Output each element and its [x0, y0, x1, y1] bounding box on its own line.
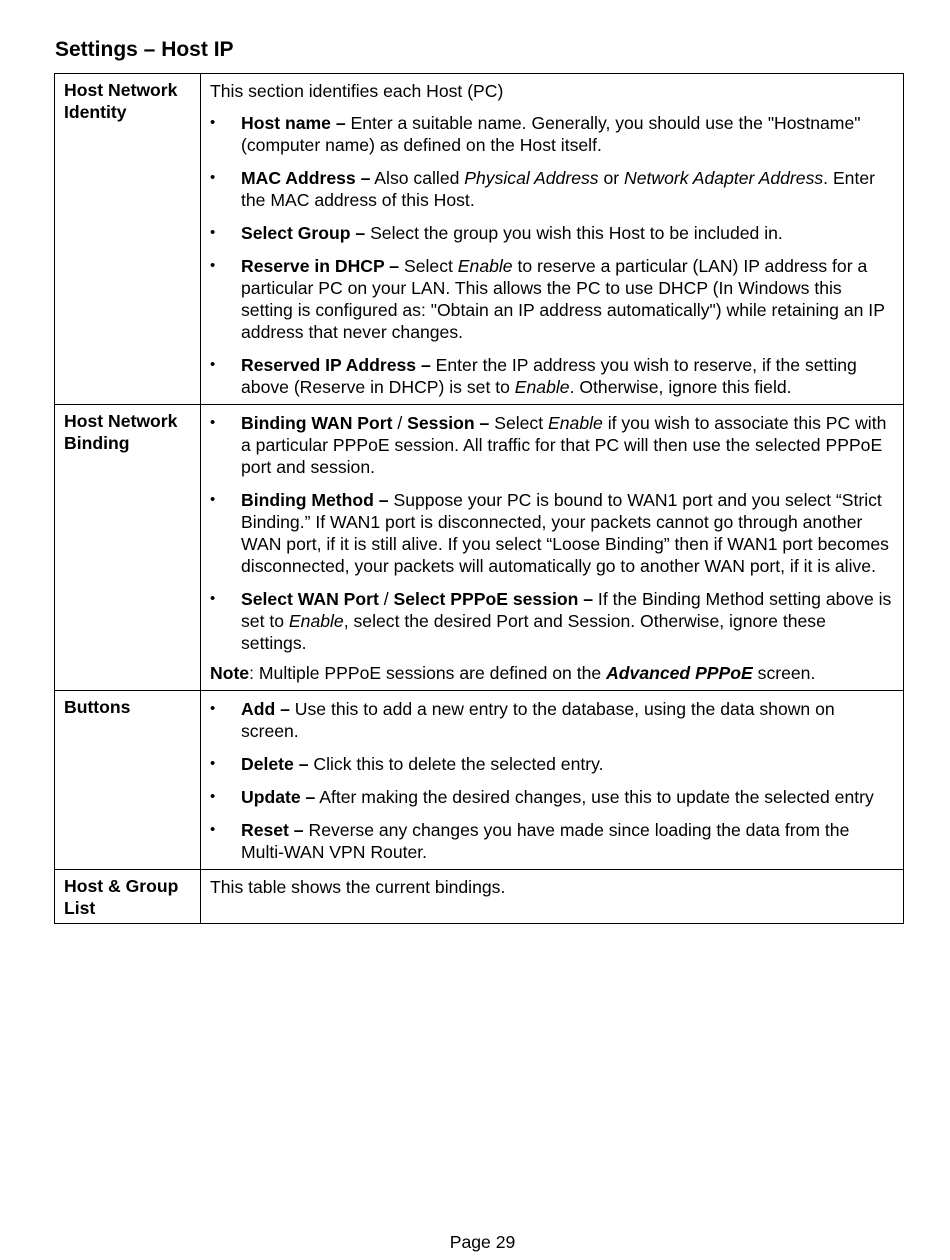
italic-term: Enable [457, 256, 513, 276]
list-item-host-name [210, 112, 894, 156]
note-label: Note [210, 663, 250, 683]
list-item-select-group [210, 222, 894, 244]
field-description: . Enter the MAC address of this Host. [241, 168, 875, 210]
field-description: Suppose your PC is bound to WAN1 port and you select “Strict Binding.” If WAN1 port is disconnected, your packets cannot go through another WAN port, if it is still alive. If you select “Loose Binding” then if WAN1 port becomes disconnected, your packets will automatically go to another WAN port, if it is alive. [241, 490, 889, 576]
row-label-buttons: Buttons [55, 691, 201, 870]
field-term: Session [407, 413, 475, 433]
list-item-update [210, 786, 894, 808]
section-text: This table shows the current bindings. [210, 877, 506, 897]
italic-term: Enable [288, 611, 344, 631]
row-label-host-network-binding: Host Network Binding [55, 405, 201, 691]
bullet-icon: • [210, 590, 216, 607]
table-row-host-network-binding [55, 405, 904, 691]
page-number: Page 29 [449, 1232, 516, 1252]
field-description: or [598, 168, 624, 188]
field-description: Enter a suitable name. Generally, you should use the "Hostname" (computer name) as defined on the Host itself. [241, 113, 861, 155]
list-item-binding-wan-port-session [210, 412, 894, 478]
bullet-icon: • [210, 755, 216, 772]
list-item-mac-address [210, 167, 894, 211]
dash-text: – [373, 490, 389, 510]
italic-term: Physical Address [464, 168, 599, 188]
field-term: Delete [241, 754, 294, 774]
field-term: Update [241, 787, 301, 807]
list-item-reset [210, 819, 894, 863]
dash-text: – [416, 355, 431, 375]
field-description: Click this to delete the selected entry. [308, 754, 604, 774]
list-item-delete [210, 753, 894, 775]
field-term: Reserved IP Address [241, 355, 417, 375]
row-label-host-group-list: Host & Group List [55, 870, 201, 924]
field-term: Reset [241, 820, 289, 840]
dash-text: – [293, 754, 309, 774]
field-term: Reserve in DHCP [241, 256, 385, 276]
field-description: Use this to add a new entry to the database, using the data shown on screen. [241, 699, 835, 741]
row-description-host-network-binding [201, 405, 904, 691]
field-term: Binding WAN Port [241, 413, 393, 433]
field-description: Reverse any changes you have made since loading the data from the Multi-WAN VPN Router. [241, 820, 850, 862]
table-row-host-group-list [55, 870, 904, 924]
bullet-icon: • [210, 356, 216, 373]
field-term: Host name [241, 113, 331, 133]
field-description: Select [399, 256, 458, 276]
field-term: Binding Method [241, 490, 374, 510]
row-description-host-group-list [201, 870, 904, 924]
dash-text: – [288, 820, 304, 840]
dash-text: – [330, 113, 346, 133]
bullet-icon: • [210, 788, 216, 805]
dash-text: – [474, 413, 490, 433]
dash-text: – [350, 223, 366, 243]
table-row-host-network-identity [55, 74, 904, 405]
section-intro: This section identifies each Host (PC) [210, 81, 504, 101]
separator-text: / [392, 413, 408, 433]
field-description: . Otherwise, ignore this field. [569, 377, 792, 397]
italic-term: Network Adapter Address [624, 168, 824, 188]
list-item-select-wan-port-pppoe-session [210, 588, 894, 654]
note-text: : Multiple PPPoE sessions are defined on the [249, 663, 607, 683]
field-description: if you wish to associate this PC with a particular PPPoE session. All traffic for that PC will then use the selected PPPoE port and session. [241, 413, 887, 477]
list-item-binding-method [210, 489, 894, 577]
bullet-list [210, 698, 894, 863]
bullet-list [210, 112, 894, 398]
list-item-reserve-in-dhcp [210, 255, 894, 343]
field-term: Select PPPoE session [393, 589, 579, 609]
field-term: Select WAN Port [241, 589, 379, 609]
row-label-host-network-identity: Host Network Identity [55, 74, 201, 405]
field-term: Add [241, 699, 276, 719]
bullet-icon: • [210, 224, 216, 241]
field-description: Enter the IP address you wish to reserve, if the setting above (Reserve in DHCP) is set to [241, 355, 857, 397]
list-item-reserved-ip-address [210, 354, 894, 398]
bullet-icon: • [210, 169, 216, 186]
bullet-icon: • [210, 114, 216, 131]
field-description: Select the group you wish this Host to be included in. [365, 223, 783, 243]
italic-term: Enable [548, 413, 603, 433]
settings-table [54, 73, 904, 924]
bullet-icon: • [210, 414, 216, 431]
row-description-host-network-identity [201, 74, 904, 405]
bullet-icon: • [210, 821, 216, 838]
dash-text: – [355, 168, 371, 188]
bullet-icon: • [210, 257, 216, 274]
bullet-icon: • [210, 700, 216, 717]
dash-text: – [578, 589, 594, 609]
row-description-buttons [201, 691, 904, 870]
field-description: to reserve a particular (LAN) IP address for a particular PC on your LAN. This allows the PC to use DHCP (In Windows this setting is configured as: "Obtain an IP address automatically") while retaining an IP address that never changes. [241, 256, 885, 342]
dash-text: – [300, 787, 316, 807]
italic-term: Enable [514, 377, 570, 397]
note-text: screen. [752, 663, 816, 683]
note-emphasis: Advanced PPPoE [606, 663, 753, 683]
field-description: After making the desired changes, use this to update the selected entry [315, 787, 874, 807]
field-description: , select the desired Port and Session. Otherwise, ignore these settings. [241, 611, 826, 653]
list-item-add [210, 698, 894, 742]
field-description: Select [489, 413, 549, 433]
note-paragraph [210, 662, 894, 684]
dash-text: – [275, 699, 290, 719]
field-term: Select Group [241, 223, 351, 243]
table-row-buttons [55, 691, 904, 870]
page-title: Settings – Host IP [55, 38, 234, 61]
field-description: If the Binding Method setting above is set to [241, 589, 892, 631]
bullet-icon: • [210, 491, 216, 508]
bullet-list [210, 412, 894, 654]
separator-text: / [378, 589, 394, 609]
dash-text: – [384, 256, 400, 276]
field-term: MAC Address [241, 168, 356, 188]
field-description: Also called [370, 168, 465, 188]
